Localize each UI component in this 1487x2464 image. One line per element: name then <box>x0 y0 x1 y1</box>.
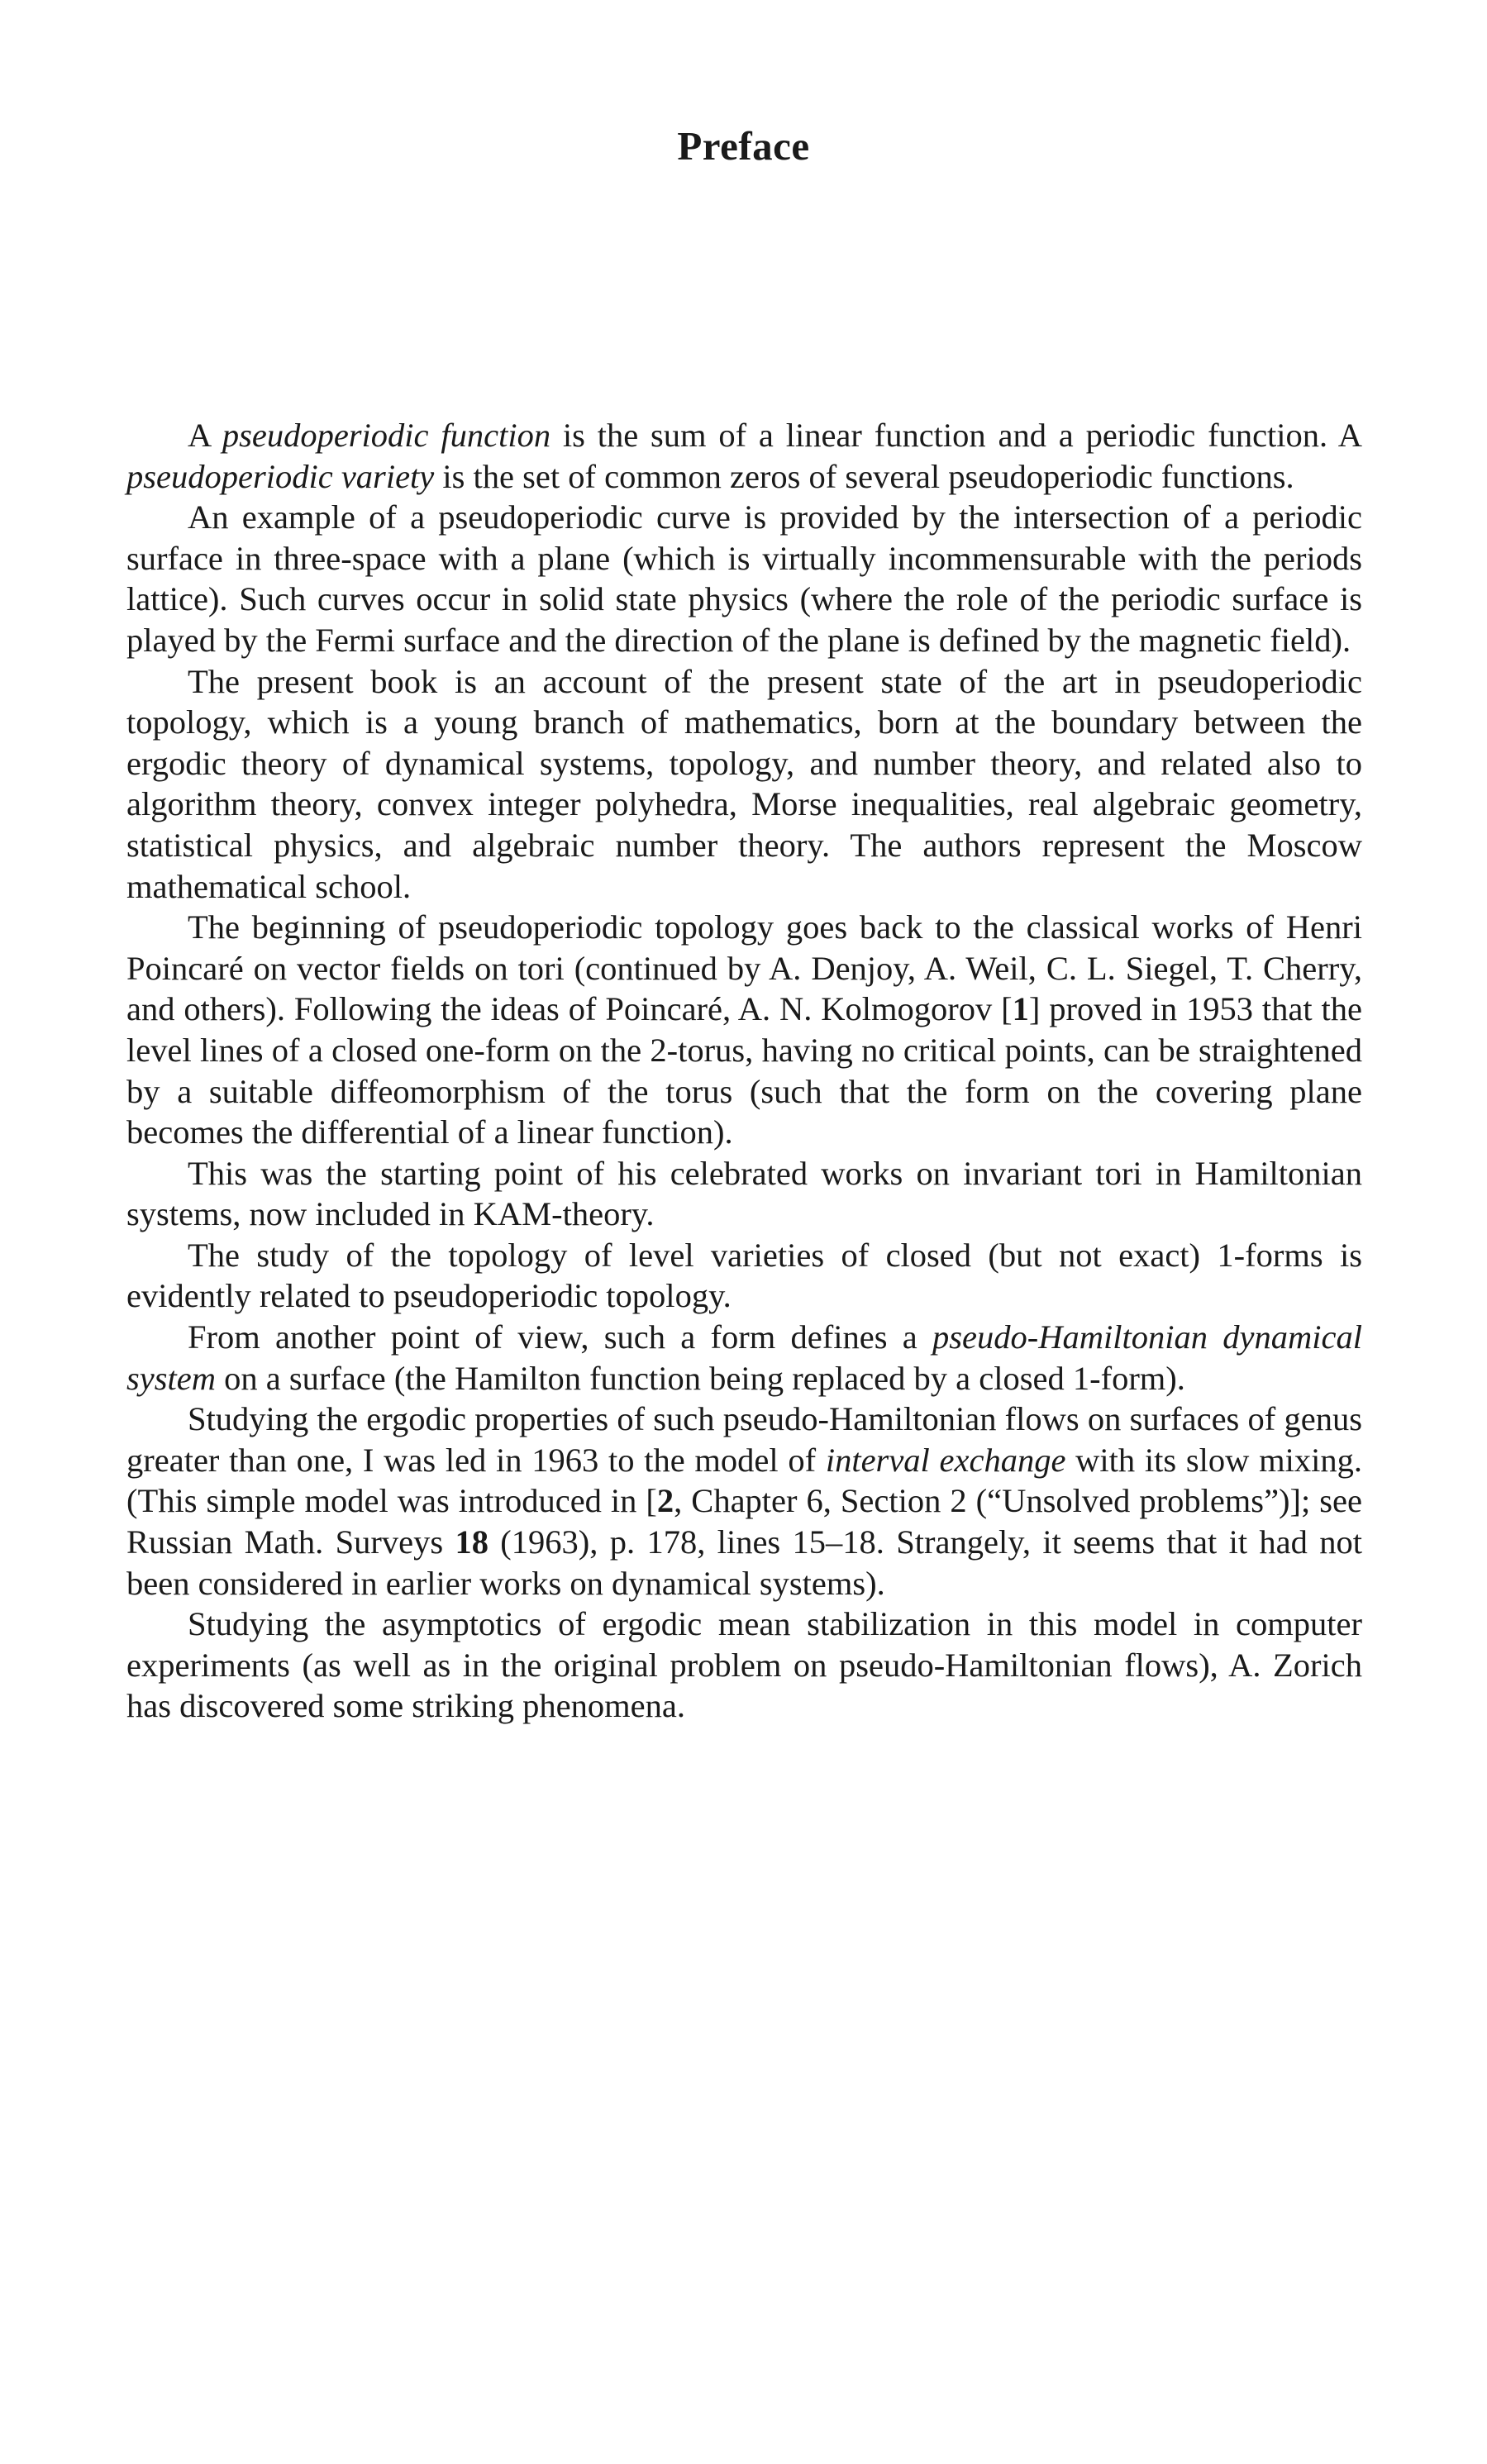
text-run: is the sum of a linear function and a periodic function. A <box>550 417 1362 454</box>
text-run: on a surface (the Hamilton function being replaced by a closed 1-form). <box>215 1359 1185 1397</box>
emphasized-term: pseudoperiodic function <box>222 417 551 454</box>
text-run: Studying the asymptotics of ergodic mean stabilization in this model in computer experiments (as well as in the original problem on pseudo-Hamiltonian flows), A. Zorich has discovered some striking phenomena. <box>126 1605 1362 1725</box>
text-run: , Chapter 6, Section 2 (“Unsolved problems”)]; see Russian Math. Surveys <box>126 1482 1362 1561</box>
emphasized-term: pseudo-Hamiltonian dynamical system <box>126 1318 1362 1397</box>
paragraph <box>126 1317 1362 1399</box>
text-run: The study of the topology of level varieties of closed (but not exact) 1-forms is evidently related to pseudoperiodic topology. <box>126 1236 1362 1315</box>
text-run: A <box>188 417 222 454</box>
text-run: ] proved in 1953 that the level lines of a closed one-form on the 2-torus, having no critical points, can be straightened by a suitable diffeomorphism of the torus (such that the form on the covering plane becomes the differential of a linear function). <box>126 990 1362 1151</box>
paragraph <box>126 907 1362 1153</box>
page-title: Preface <box>677 123 810 169</box>
text-run: An example of a pseudoperiodic curve is provided by the intersection of a periodic surface in three-space with a plane (which is virtually incommensurable with the periods lattice). Such curves occur in solid state physics (where the role of the periodic surface is played by the Fermi surface and the direction of the plane is defined by the magnetic field). <box>126 498 1362 659</box>
emphasized-term: pseudoperiodic variety <box>126 457 435 495</box>
bold-reference: 18 <box>455 1523 489 1561</box>
text-run: The beginning of pseudoperiodic topology goes back to the classical works of Henri Poincaré on vector fields on tori (continued by A. Denjoy, A. Weil, C. L. Siegel, T. Cherry, and others). Following the ideas of Poincaré, A. N. Kolmogorov [ <box>126 908 1362 1028</box>
paragraph <box>126 661 1362 908</box>
paragraph <box>126 1153 1362 1235</box>
bold-reference: 2 <box>656 1482 674 1520</box>
paragraph <box>126 1235 1362 1317</box>
text-run: This was the starting point of his celebrated works on invariant tori in Hamiltonian systems, now included in KAM-theory. <box>126 1154 1362 1233</box>
paragraph <box>126 415 1362 497</box>
paragraph <box>126 1604 1362 1727</box>
preface-body <box>126 415 1362 1727</box>
emphasized-term: interval exchange <box>825 1441 1066 1479</box>
paragraph <box>126 1399 1362 1604</box>
text-run: The present book is an account of the present state of the art in pseudoperiodic topology, which is a young branch of mathematics, born at the boundary between the ergodic theory of dynamical systems, topology, and number theory, and related also to algorithm theory, convex integer polyhedra, Morse inequalities, real algebraic geometry, statistical physics, and algebraic number theory. The authors represent the Moscow mathematical school. <box>126 662 1362 905</box>
bold-reference: 1 <box>1012 990 1029 1028</box>
text-run: is the set of common zeros of several pseudoperiodic functions. <box>434 457 1294 495</box>
text-run: with its slow mixing. (This simple model was introduced in [ <box>126 1441 1362 1520</box>
text-run: From another point of view, such a form defines a <box>188 1318 933 1356</box>
text-run: Studying the ergodic properties of such pseudo-Hamiltonian flows on surfaces of genus greater than one, I was led in 1963 to the model of <box>126 1400 1362 1479</box>
paragraph <box>126 497 1362 660</box>
text-run: (1963), p. 178, lines 15–18. Strangely, it seems that it had not been considered in earlier works on dynamical systems). <box>126 1523 1363 1602</box>
